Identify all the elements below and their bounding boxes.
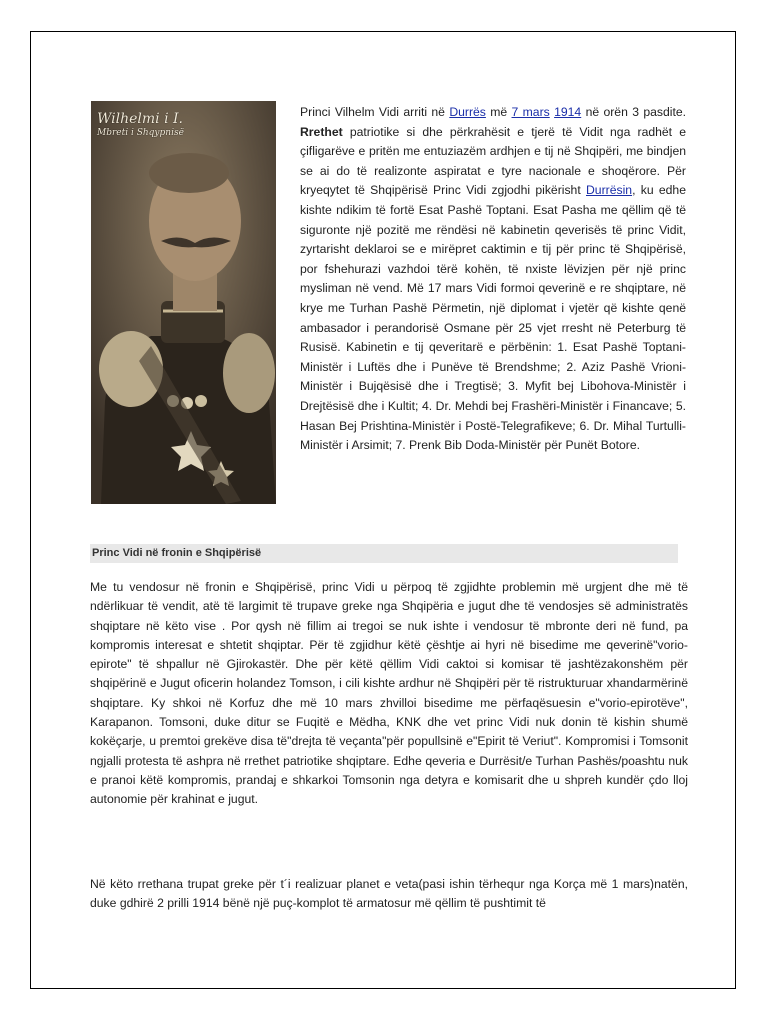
intro-paragraph	[300, 103, 686, 456]
intro-text: më	[485, 105, 512, 119]
intro-text: , ku edhe kishte ndikim të fortë Esat Pashë Toptani. Esat Pasha me qëllim që të siguronte një pozitë me rëndësi në kabinetin qeverisës të princ Vidit, zyrtarisht deklaroi se e mirëpret caktimin e tij për princ të Shqipërisë, por fshehurazi vazhdoi tërë kohën, të nxiste lëvizjen për një princ mysliman në vend. Më 17 mars Vidi formoi qeverinë e re shqiptare, në krye me Turhan Pashë Përmetin, një diplomat i vjetër që kishte qenë ambasador i perandorisë Osmane për 25 vjet rresht në Peterburg të Rusisë. Kabinetin e tij qeveritarë e përbënin: 1. Esat Pashë Toptani-Ministër i Luftës dhe i Punëve të Brendshme; 2. Aziz Pashë Vrioni-Ministër i Bujqësisë dhe i Tregtisë; 3. Myfit bej Libohova-Ministër i Drejtësisë dhe i Kultit; 4. Dr. Mehdi bej Frashëri-Ministër i Financave; 5. Hasan Bej Prishtina-Ministër i Postë-Telegrafikeve; 6. Dr. Mihal Turtulli-Ministër i Arsimit; 7. Prenk Bib Doda-Ministër për Punët Botore.	[300, 183, 686, 453]
portrait-illustration	[91, 101, 276, 504]
section-heading: Princ Vidi në fronin e Shqipërisë	[90, 544, 678, 563]
portrait-photo	[91, 101, 276, 504]
intro-bold-word: Rrethet	[300, 124, 343, 139]
link-durres[interactable]: Durrës	[449, 105, 486, 119]
caption-name: Wilhelmi i I.	[97, 111, 183, 127]
intro-text: Princi Vilhelm Vidi arriti në	[300, 105, 450, 119]
portrait-caption	[97, 111, 184, 138]
body-paragraph-2: Në këto rrethana trupat greke për t´i realizuar planet e veta(pasi ishin tërhequr nga Korça më 1 mars)natën, duke gdhirë 2 prilli 1914 bënë një puç-komplot të armatosur më qëllim të pushtimit të	[90, 877, 688, 911]
link-date[interactable]: 7 mars	[511, 105, 550, 119]
body-paragraph-1: Me tu vendosur në fronin e Shqipërisë, princ Vidi u përpoq të zgjidhte problemin më urgjent dhe më të ndërlikuar të vendit, atë të largimit të trupave greke nga Shqipëria e jugut dhe të vendosjes së administratës shqiptare në këto vise . Por qysh në fillim ai tregoi se nuk ishte i vendosur të mbronte deri në fund, pa kompromis interesat e shtetit shqiptar. Për të zgjidhur këtë çështje ai hyri në bisedime me qeverinë"vorio-epirote" të shpallur në Gjirokastër. Dhe për këtë qëllim Vidi caktoi si komisar të jashtëzakonshëm për shqipërinë e Jugut oficerin holandez Tomson, i cili kishte ardhur në Shqipëri për të ristrukturuar xhandarmërinë shqiptare. Ky shkoi në Korfuz dhe më 10 mars zhvilloi bisedime me përfaqësuesin e"vorio-epirotëve", Karapanon. Tomsoni, duke ditur se Fuqitë e Mëdha, KNK dhe vet princ Vidi nuk donin të kishin shumë kokëçarje, u premtoi grekëve disa të"drejta të veçanta"për popullsinë e"Epirit të Veriut". Kompromisi i Tomsonit ngjalli protesta të ashpra në rrethet patriotike shqiptare. Edhe qeveria e Durrësit/e Turhan Pashës/poashtu nuk e pranoi këtë kompromis, prandaj e shkarkoi Tomsonin nga detyra e komisarit dhe u shpreh kundër çdo lloj autonomie për krahinat e jugut.	[90, 580, 688, 807]
link-durresin[interactable]: Durrësin	[586, 183, 633, 198]
intro-text: patriotike si dhe përkrahësit e tjerë të Vidit nga radhët e çifligarëve e pritën me entuziazëm ardhjen e tij në Shqipëri, me bindjen se ai do të realizonte aspiratat e tyre nacionale e shoqërore. Për kryeqytet të Shqipërisë Princ Vidi zgjodhi pikërisht	[300, 124, 686, 198]
intro-text: në orën 3 pasdite.	[581, 105, 687, 119]
link-year[interactable]: 1914	[554, 105, 582, 119]
caption-title: Mbreti i Shqypnisë	[97, 128, 184, 138]
